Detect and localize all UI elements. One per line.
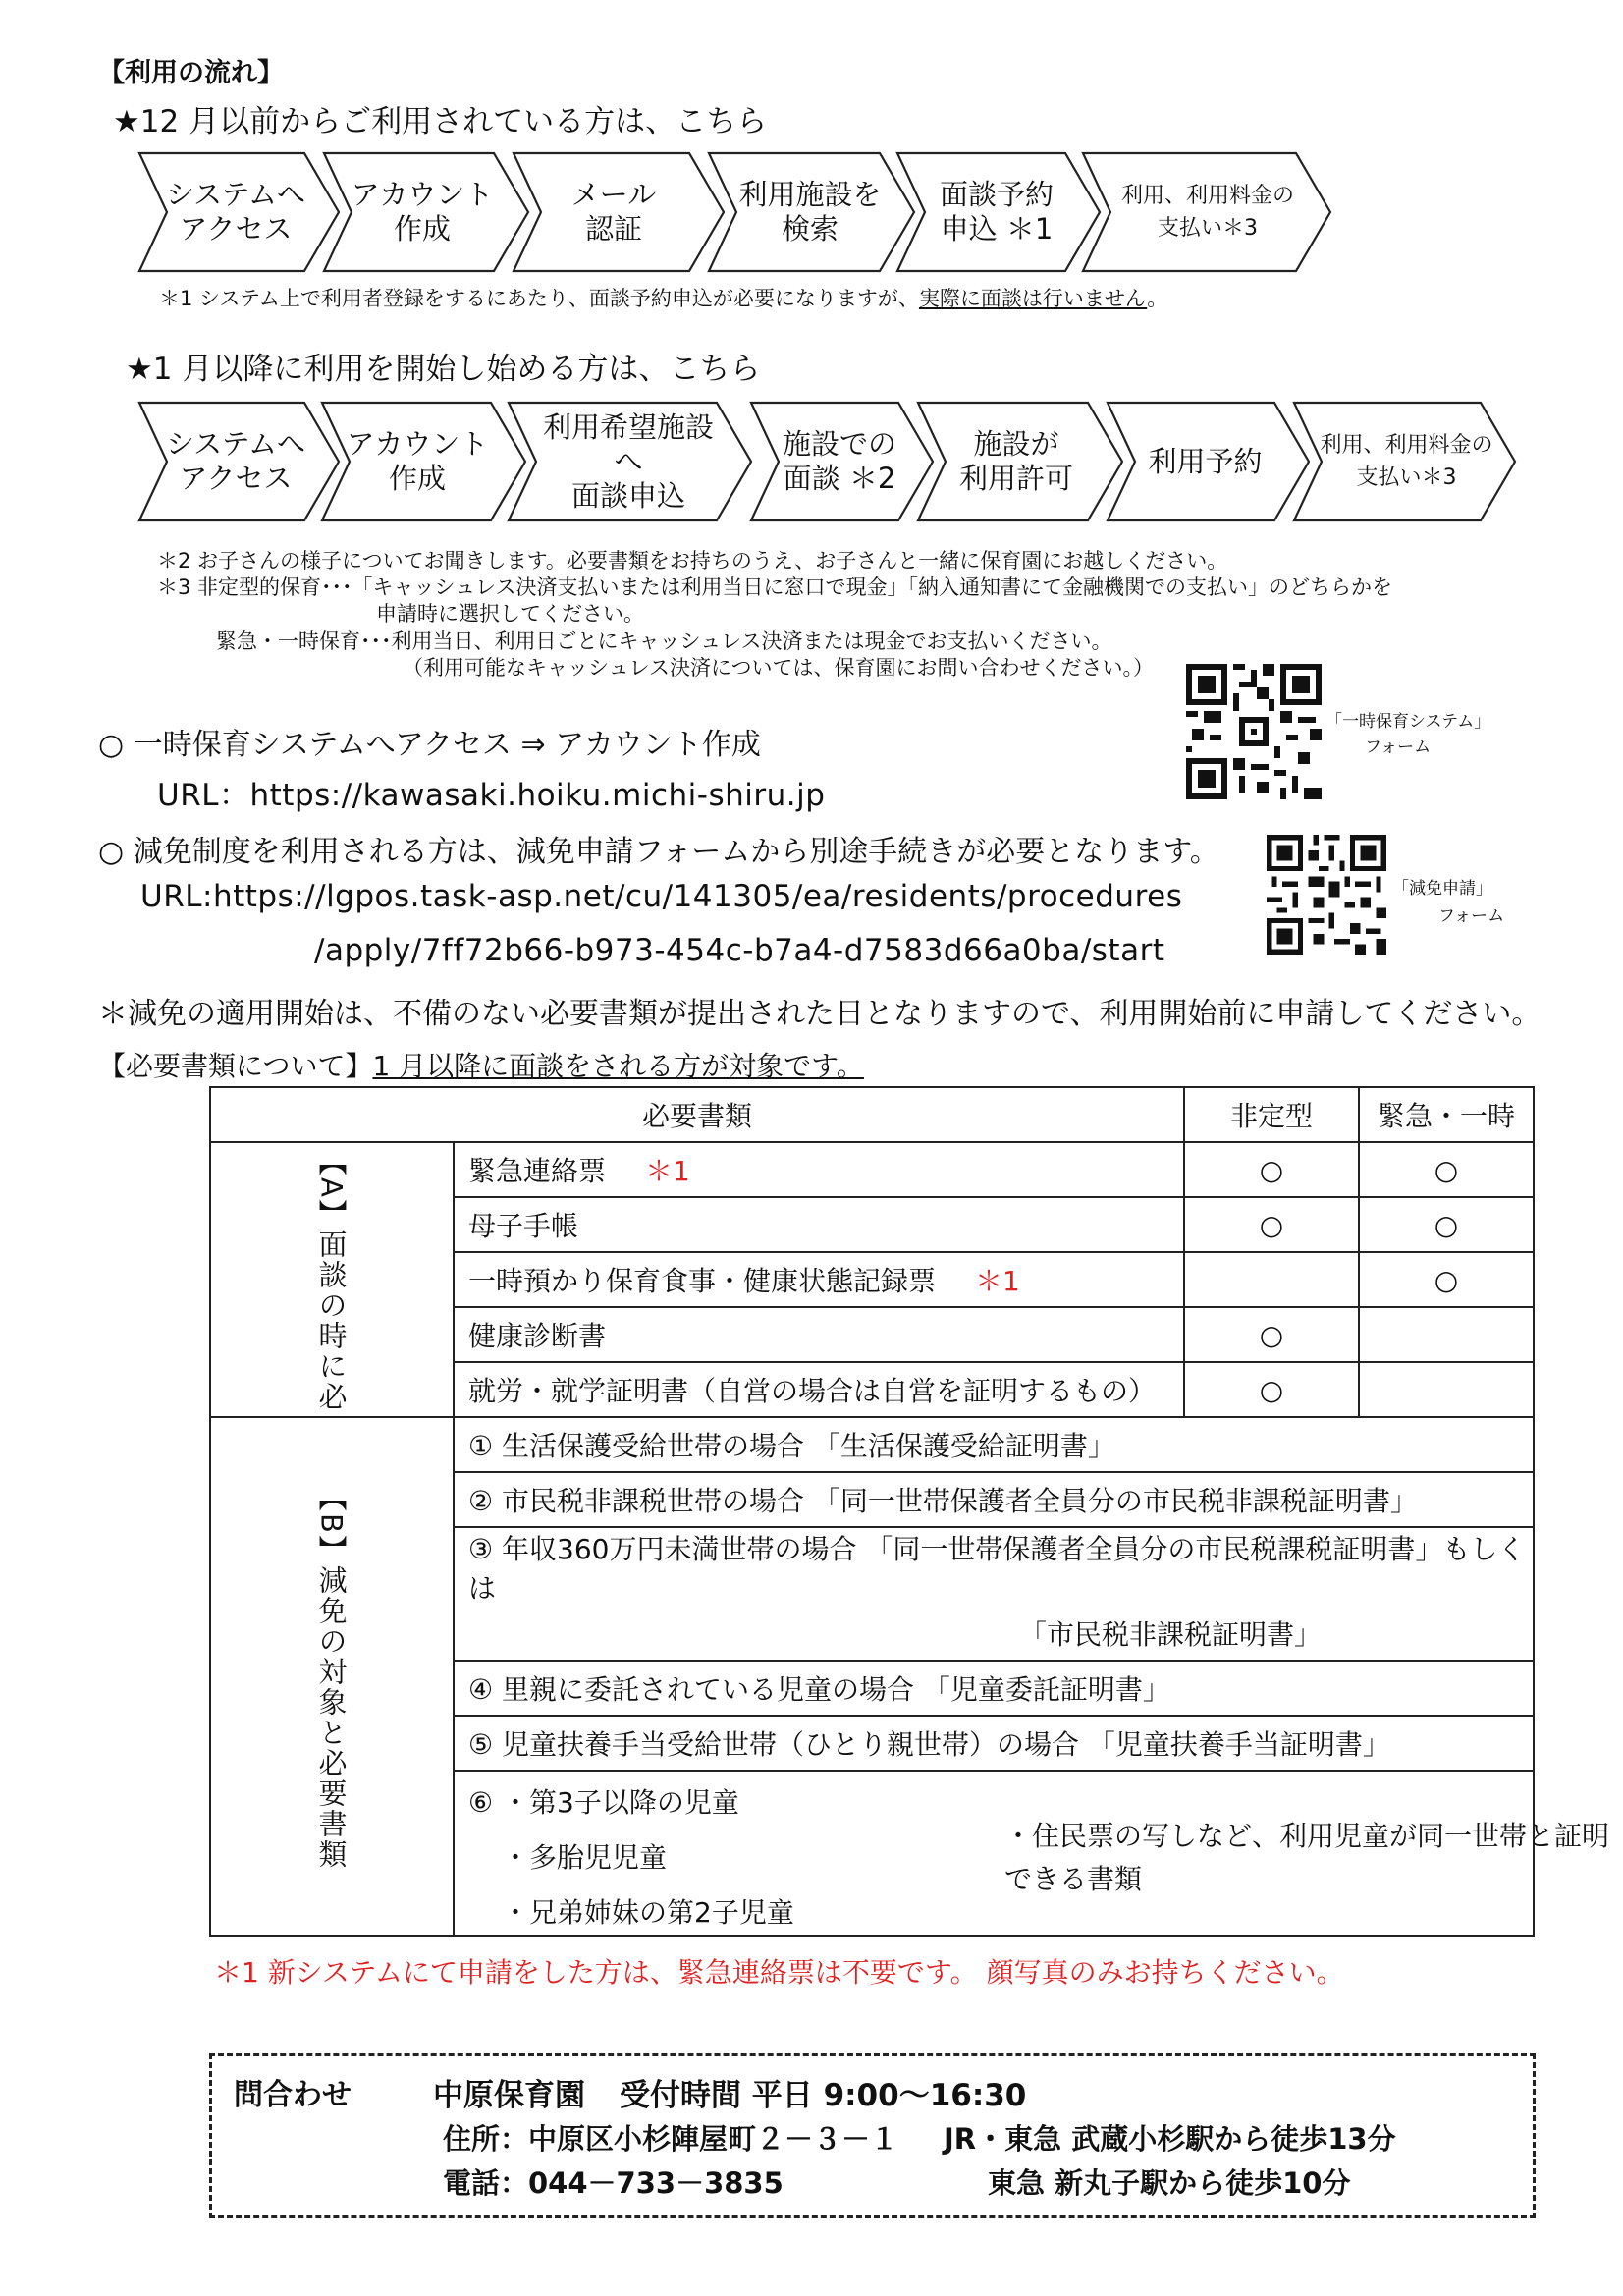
- row6-label-1: ⑥ ・第3子以降の児童: [468, 1786, 739, 1819]
- flow2-step-permission: 施設が 利用許可: [958, 427, 1073, 495]
- flow2-step-access: システムへ アクセス: [165, 427, 306, 495]
- docs-title: 【必要書類について】1 月以降に面談をされる方が対象です。: [98, 1050, 864, 1082]
- doc-name: 緊急連絡票 ＊1: [454, 1142, 1184, 1197]
- docs-table: [209, 1086, 1610, 1937]
- section2-note-emergency: 緊急・一時保育･･･利用当日、利用日ごとにキャッシュレス決済または現金でお支払いください。: [216, 629, 1112, 653]
- row6-right-2: できる書類: [1004, 1863, 1143, 1895]
- group-a-label: 【A】面談の時に必: [210, 1142, 454, 1417]
- emergency-mark: ○: [1359, 1197, 1534, 1252]
- irregular-mark: ○: [1184, 1307, 1359, 1362]
- irregular-mark: ○: [1184, 1362, 1359, 1417]
- flow2-step-reservation: 利用予約: [1148, 444, 1263, 478]
- flow2-step-payment: 利用、利用料金の 支払い＊3: [1320, 433, 1493, 490]
- access-line: ○ 一時保育システムへアクセス ⇒ アカウント作成: [98, 728, 761, 762]
- flow1-step-mail: メール 認証: [570, 178, 657, 246]
- header-emergency: 緊急・一時: [1359, 1087, 1534, 1142]
- table-row: [210, 1417, 1534, 1472]
- contact-box: [209, 2053, 1536, 2218]
- flow2-step-interview: 施設での 面談 ＊2: [782, 427, 896, 495]
- section1-note: ＊1 システム上で利用者登録をするにあたり、面談予約申込が必要になりますが、実際に面談は行いません。: [159, 287, 1168, 310]
- emergency-mark: ○: [1359, 1252, 1534, 1307]
- table-header-row: [210, 1087, 1534, 1142]
- table-row: [210, 1142, 1534, 1197]
- qr-hoiku-caption-form: フォーム: [1365, 738, 1432, 757]
- doc-name: 一時預かり保育食事・健康状態記録票 ＊1: [454, 1252, 1184, 1307]
- reduction-row: ③ 年収360万円未満世帯の場合 「同一世帯保護者全員分の市民税課税証明書」もしくは: [454, 1527, 1534, 1607]
- page-heading: 【利用の流れ】: [98, 58, 284, 88]
- reduction-row: ⑤ 児童扶養手当受給世帯（ひとり親世帯）の場合 「児童扶養手当証明書」: [454, 1716, 1534, 1771]
- group-b-label: 【B】減免の対象と必要書類: [210, 1417, 454, 1936]
- section2-note-2: ＊2 お子さんの様子についてお聞きします。必要書類をお持ちのうえ、お子さんと一緒に保育園にお越しください。: [157, 549, 1228, 573]
- reduction-url-2[interactable]: /apply/7ff72b66-b973-454c-b7a4-d7583d66a0ba/start: [314, 933, 1165, 968]
- qr-code-reduction-icon: [1267, 835, 1386, 955]
- flow2-step-apply: 利用希望施設へ 面談申込: [542, 410, 714, 513]
- doc-name: 就労・就学証明書（自営の場合は自営を証明するもの）: [454, 1362, 1184, 1417]
- reduction-row-cont: 「市民税非課税証明書」: [454, 1607, 1534, 1661]
- irregular-mark: ○: [1184, 1142, 1359, 1197]
- contact-label: 問合わせ: [234, 2078, 352, 2112]
- qr-reduction-caption-form: フォーム: [1438, 906, 1505, 926]
- doc-name: 健康診断書: [454, 1307, 1184, 1362]
- reduction-url-1[interactable]: URL:https://lgpos.task-asp.net/cu/141305/ea/residents/procedures: [140, 879, 1183, 914]
- flow1-step-interview: 面談予約 申込 ＊1: [939, 178, 1054, 246]
- row6-label-3: ・兄弟姉妹の第2子児童: [502, 1896, 794, 1929]
- docs-footnote: ＊1 新システムにて申請をした方は、緊急連絡票は不要です。 顔写真のみお持ちください。: [214, 1956, 1344, 1989]
- section2-title: ★1 月以降に利用を開始し始める方は、こちら: [126, 352, 761, 387]
- row6-right-1: ・住民票の写しなど、利用児童が同一世帯と証明: [1004, 1820, 1610, 1852]
- access-url[interactable]: URL：https://kawasaki.hoiku.michi-shiru.jp: [157, 778, 826, 813]
- reduction-note: ＊減免の適用開始は、不備のない必要書類が提出された日となりますので、利用開始前に申請してください。: [98, 997, 1542, 1031]
- flow-chart-1: [137, 151, 1335, 273]
- flow2-step-account: アカウント 作成: [346, 427, 489, 495]
- contact-hours: 受付時間 平日 9:00～16:30: [620, 2078, 1027, 2113]
- reduction-row-6: [454, 1771, 1610, 1936]
- irregular-mark: ○: [1184, 1197, 1359, 1252]
- irregular-mark: [1184, 1252, 1359, 1307]
- header-doc: 必要書類: [210, 1087, 1184, 1142]
- contact-address: 住所：中原区小杉陣屋町２－３－１: [443, 2122, 899, 2156]
- flow1-step-search: 利用施設を 検索: [738, 178, 882, 246]
- contact-access-2: 東急 新丸子駅から徒歩10分: [988, 2166, 1351, 2200]
- section2-note-3: ＊3 非定型的保育･･･「キャッシュレス決済支払いまたは利用当日に窓口で現金」「納入通知書にて金融機関での支払い」のどちらかを: [157, 575, 1392, 599]
- emergency-mark: ○: [1359, 1142, 1534, 1197]
- flow1-step-payment: 利用、利用料金の 支払い＊3: [1120, 184, 1294, 241]
- flow-chart-2: [137, 401, 1522, 522]
- reduction-row: ① 生活保護受給世帯の場合 「生活保護受給証明書」: [454, 1417, 1534, 1472]
- reduction-row: ④ 里親に委託されている児童の場合 「児童委託証明書」: [454, 1661, 1534, 1716]
- reduction-row: ② 市民税非課税世帯の場合 「同一世帯保護者全員分の市民税非課税証明書」: [454, 1472, 1534, 1527]
- qr-hoiku-caption: 「一時保育システム」: [1325, 712, 1491, 732]
- section2-note-3-cont: 申請時に選択してください。: [376, 602, 644, 626]
- qr-reduction-caption: 「減免申請」: [1392, 879, 1492, 899]
- flow1-step-account: アカウント 作成: [351, 178, 494, 246]
- doc-name: 母子手帳: [454, 1197, 1184, 1252]
- row6-label-2: ・多胎児児童: [502, 1841, 668, 1874]
- reduction-line: ○ 減免制度を利用される方は、減免申請フォームから別途手続きが必要となります。: [98, 835, 1219, 869]
- contact-access-1: JR・東急 武蔵小杉駅から徒歩13分: [944, 2122, 1396, 2156]
- header-irregular: 非定型: [1184, 1087, 1359, 1142]
- emergency-mark: [1359, 1362, 1534, 1417]
- emergency-mark: [1359, 1307, 1534, 1362]
- flow1-step-access: システムへ アクセス: [165, 178, 306, 246]
- qr-code-hoiku-icon: [1186, 664, 1322, 799]
- contact-name: 中原保育園: [433, 2078, 585, 2113]
- section1-title: ★12 月以前からご利用されている方は、こちら: [113, 104, 768, 139]
- section2-note-cashless: （利用可能なキャッシュレス決済については、保育園にお問い合わせください。）: [403, 656, 1155, 680]
- contact-tel: 電話：044－733－3835: [443, 2166, 784, 2200]
